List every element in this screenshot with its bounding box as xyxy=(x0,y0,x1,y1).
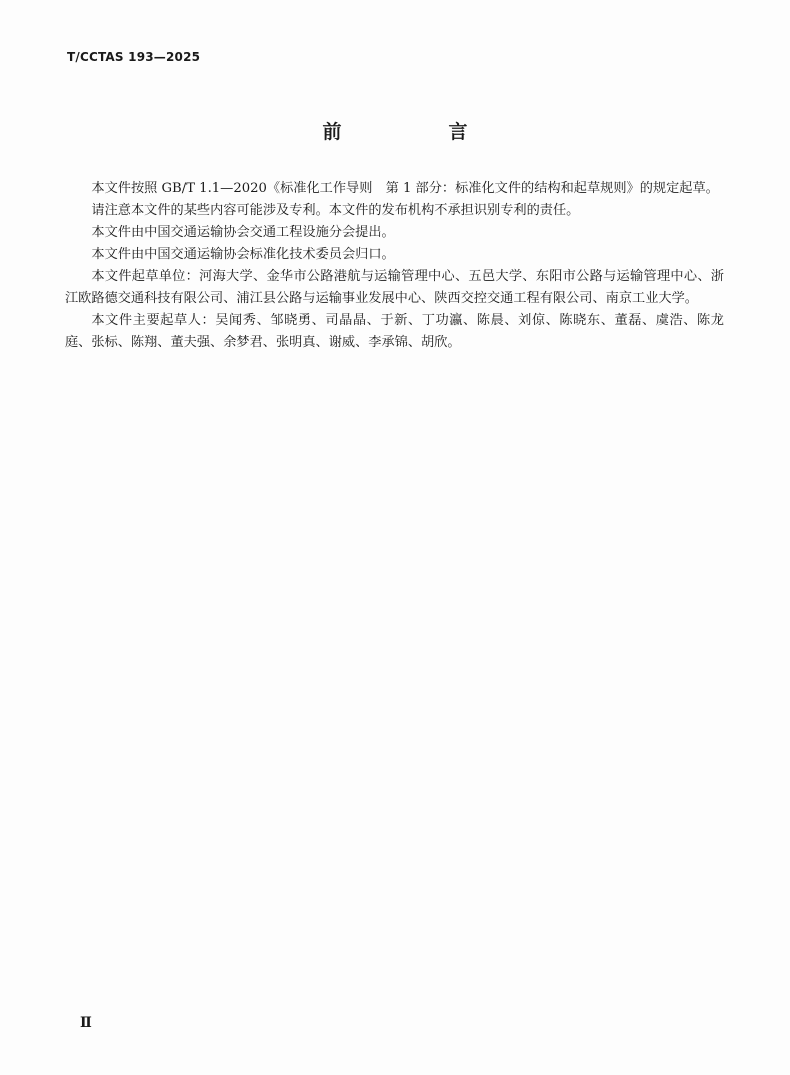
paragraph-drafting-units: 本文件起草单位：河海大学、金华市公路港航与运输管理中心、五邑大学、东阳市公路与运输管理中心、浙江欧路德交通科技有限公司、浦江县公路与运输事业发展中心、陕西交控交通工程有限公司、南京工业大学。 xyxy=(65,269,724,306)
standard-code: T/CCTAS 193—2025 xyxy=(67,50,201,64)
paragraph-main-drafters: 本文件主要起草人：吴闻秀、邹晓勇、司晶晶、于新、丁功瀛、陈晨、刘倞、陈晓东、董磊、虞浩、陈龙庭、张标、陈翔、董夫强、余梦君、张明真、谢威、李承锦、胡欣。 xyxy=(65,313,724,350)
page-title: 前 言 xyxy=(322,121,512,143)
page-number: Ⅱ xyxy=(80,1015,92,1031)
paragraph-patent-notice: 请注意本文件的某些内容可能涉及专利。本文件的发布机构不承担识别专利的责任。 xyxy=(91,203,580,218)
paragraph-proposer: 本文件由中国交通运输协会交通工程设施分会提出。 xyxy=(91,225,395,240)
paragraph-centralized-by: 本文件由中国交通运输协会标准化技术委员会归口。 xyxy=(91,247,395,262)
paragraph-drafting-rules: 本文件按照 GB/T 1.1—2020《标准化工作导则 第 1 部分：标准化文件的结构和起草规则》的规定起草。 xyxy=(91,181,719,196)
foreword-body xyxy=(65,178,724,354)
